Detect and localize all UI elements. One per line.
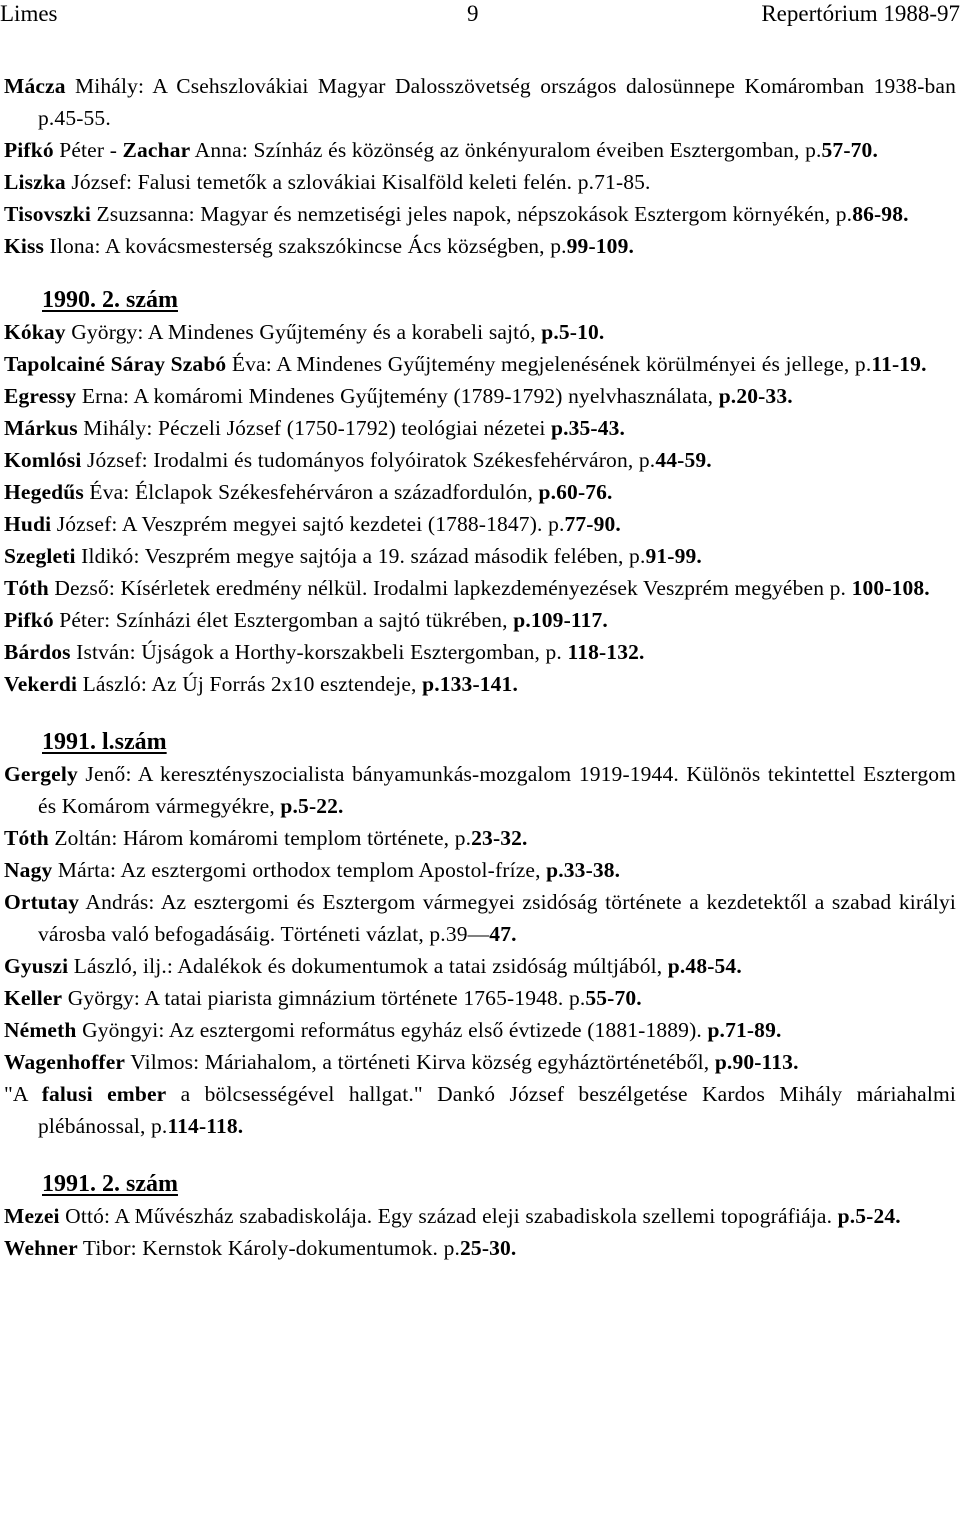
entry-text: György: A tatai piarista gimnázium története 1765-1948. p.: [62, 986, 586, 1010]
entry-text: Gyöngyi: Az esztergomi református egyház első évtizede (1881-1889).: [76, 1018, 708, 1042]
entry-text: Mihály: A Csehszlovákiai Magyar Dalosszövetség országos dalosünnepe Komáromban 1938-ban p.45-55.: [38, 74, 956, 130]
entry: [4, 1014, 956, 1046]
entry-author: Kiss: [4, 234, 45, 258]
entry-author: Mezei: [4, 1204, 60, 1228]
entry-author: Pifkó: [4, 138, 54, 162]
entry: [4, 668, 956, 700]
entry: [4, 230, 956, 262]
entry: [4, 886, 956, 950]
entry-text: Éva: Élclapok Székesfehérváron a századfordulón,: [83, 480, 539, 504]
entry-text: István: Újságok a Horthy-korszakbeli Esztergomban, p.: [70, 640, 568, 664]
entry-author: Márkus: [4, 416, 78, 440]
entry: [4, 854, 956, 886]
entry-author: Bárdos: [4, 640, 71, 664]
entry: [4, 70, 956, 134]
entry: [4, 348, 956, 380]
bibliography-list: [4, 70, 956, 1264]
entry-pages: 23-32.: [471, 826, 528, 850]
entry-text: József: Falusi temetők a szlovákiai Kisalföld keleti felén. p.71-85.: [65, 170, 651, 194]
entry-text: Ottó: A Művészház szabadiskolája. Egy század eleji szabadiskola szellemi topográfiája.: [59, 1204, 838, 1228]
entry-text: Erna: A komáromi Mindenes Gyűjtemény (1789-1792) nyelvhasználata,: [76, 384, 719, 408]
entry-author: Tapolcainé Sáray Szabó: [4, 352, 227, 376]
entry-pages: 44-59.: [655, 448, 712, 472]
entry-pages: p.133-141.: [422, 672, 518, 696]
entry-pages: 77-90.: [564, 512, 621, 536]
entry-author: Nagy: [4, 858, 53, 882]
entry-author: Németh: [4, 1018, 77, 1042]
entry-author: Vekerdi: [4, 672, 78, 696]
entry: [4, 982, 956, 1014]
entry-author: Egressy: [4, 384, 77, 408]
entry-pages: p.48-54.: [667, 954, 742, 978]
entry: [4, 134, 956, 166]
entry-text: Tibor: Kernstok Károly-dokumentumok. p.: [77, 1236, 461, 1260]
entry-author: Mácza: [4, 74, 66, 98]
entry-text: József: Irodalmi és tudományos folyóiratok Székesfehérváron, p.: [81, 448, 656, 472]
entry-author: Keller: [4, 986, 63, 1010]
entry-pages: 118-132.: [567, 640, 645, 664]
entry-pages: p.71-89.: [707, 1018, 782, 1042]
entry: [4, 822, 956, 854]
entry: [4, 758, 956, 822]
entry-author: Hudi: [4, 512, 52, 536]
entry-pages: 100-108.: [851, 576, 930, 600]
entry-pages: 86-98.: [852, 202, 909, 226]
entry-author: Kókay: [4, 320, 66, 344]
entry: [4, 1046, 956, 1078]
entry-text: Péter: Színházi élet Esztergomban a sajtó tükrében,: [53, 608, 514, 632]
entry: [4, 476, 956, 508]
entry-author: Gyuszi: [4, 954, 69, 978]
entry-pages: p.60-76.: [538, 480, 613, 504]
entry-text: Dezső: Kísérletek eredmény nélkül. Irodalmi lapkezdeményezések Veszprém megyében p.: [48, 576, 852, 600]
entry: [4, 412, 956, 444]
entry-text: Ilona: A kovácsmesterség szakszókincse Ács községben, p.: [44, 234, 567, 258]
entry-text: Vilmos: Máriahalom, a történeti Kirva község egyháztörténetéből,: [125, 1050, 715, 1074]
page-header: [0, 0, 960, 30]
entry: [4, 380, 956, 412]
entry: [4, 604, 956, 636]
entry-pages: 11-19.: [871, 352, 927, 376]
entry-author: Pifkó: [4, 608, 54, 632]
entry-pages: p.33-38.: [546, 858, 621, 882]
entry-author: Hegedűs: [4, 480, 84, 504]
entry-text: a bölcsességével hallgat." Dankó József beszélgetése Kardos Mihály máriahalmi plébánossal, p.: [38, 1082, 956, 1138]
entry-author: Wagenhoffer: [4, 1050, 126, 1074]
entry-text: József: A Veszprém megyei sajtó kezdetei (1788-1847). p.: [51, 512, 565, 536]
entry-text: Anna: Színház és közönség az önkényuralom éveiben Esztergomban, p.: [190, 138, 822, 162]
entry-pages: 25-30.: [460, 1236, 517, 1260]
entry-pages: p.5-22.: [280, 794, 344, 818]
entry-author: Liszka: [4, 170, 66, 194]
entry: [4, 636, 956, 668]
entry-text: Márta: Az esztergomi orthodox templom Apostol-fríze,: [52, 858, 547, 882]
entry-author: Tóth: [4, 826, 49, 850]
entry: [4, 316, 956, 348]
entry: [4, 198, 956, 230]
entry-text: András: Az esztergomi és Esztergom vármegyei zsidóság története a kezdetektől a szabad királyi városba való befogadásáig. Történeti vázlat, p.39—: [38, 890, 956, 946]
section-heading: 1991. l.szám: [42, 729, 167, 755]
entry-coauthor: Zachar: [122, 138, 191, 162]
section-heading: 1990. 2. szám: [42, 287, 178, 313]
entry-text: "A: [4, 1082, 42, 1106]
entry: [4, 508, 956, 540]
entry-text: Éva: A Mindenes Gyűjtemény megjelenésének körülményei és jellege, p.: [226, 352, 872, 376]
entry-author: Tisovszki: [4, 202, 91, 226]
entry-text: Zoltán: Három komáromi templom története, p.: [48, 826, 472, 850]
entry-pages: 99-109.: [566, 234, 634, 258]
page-number: 9: [467, 1, 479, 26]
entry-text: Mihály: Péczeli József (1750-1792) teológiai nézetei: [77, 416, 551, 440]
entry-pages: p.20-33.: [718, 384, 793, 408]
entry: [4, 166, 956, 198]
entry-pages: p.109-117.: [513, 608, 608, 632]
entry-text: László: Az Új Forrás 2x10 esztendeje,: [77, 672, 423, 696]
entry: [4, 1232, 956, 1264]
entry-text: Zsuzsanna: Magyar és nemzetiségi jeles napok, népszokások Esztergom környékén, p.: [90, 202, 853, 226]
entry-author: Szegleti: [4, 544, 76, 568]
entry-text: László, ilj.: Adalékok és dokumentumok a tatai zsidóság múltjából,: [68, 954, 668, 978]
entry-pages: p.90-113.: [714, 1050, 799, 1074]
entry-author: falusi ember: [41, 1082, 167, 1106]
entry-pages: p.35-43.: [550, 416, 626, 440]
entry-pages: 91-99.: [645, 544, 702, 568]
entry-author: Gergely: [4, 762, 78, 786]
entry-pages: 55-70.: [585, 986, 642, 1010]
entry-text: Péter -: [53, 138, 123, 162]
entry-text: Ildikó: Veszprém megye sajtója a 19. század második felében, p.: [75, 544, 646, 568]
journal-title: Limes: [0, 1, 58, 26]
entry: [4, 540, 956, 572]
entry: [4, 444, 956, 476]
entry-pages: p.5-10.: [541, 320, 605, 344]
entry-author: Wehner: [4, 1236, 78, 1260]
entry: [4, 1078, 956, 1142]
entry-pages: p.5-24.: [837, 1204, 901, 1228]
entry-text: György: A Mindenes Gyűjtemény és a korabeli sajtó,: [65, 320, 542, 344]
entry-pages: 114-118.: [167, 1114, 244, 1138]
entry-author: Tóth: [4, 576, 49, 600]
running-title: Repertórium 1988-97: [761, 1, 960, 26]
entry: [4, 1200, 956, 1232]
section-heading: 1991. 2. szám: [42, 1171, 178, 1197]
entry-pages: 57-70.: [821, 138, 878, 162]
entry: [4, 572, 956, 604]
entry: [4, 950, 956, 982]
entry-author: Ortutay: [4, 890, 80, 914]
entry-author: Komlósi: [4, 448, 82, 472]
entry-pages: 47.: [489, 922, 517, 946]
entry-text: Jenő: A keresztényszocialista bányamunkás-mozgalom 1919-1944. Különös tekintettel Esztergom és Komárom vármegyékre,: [38, 762, 956, 818]
